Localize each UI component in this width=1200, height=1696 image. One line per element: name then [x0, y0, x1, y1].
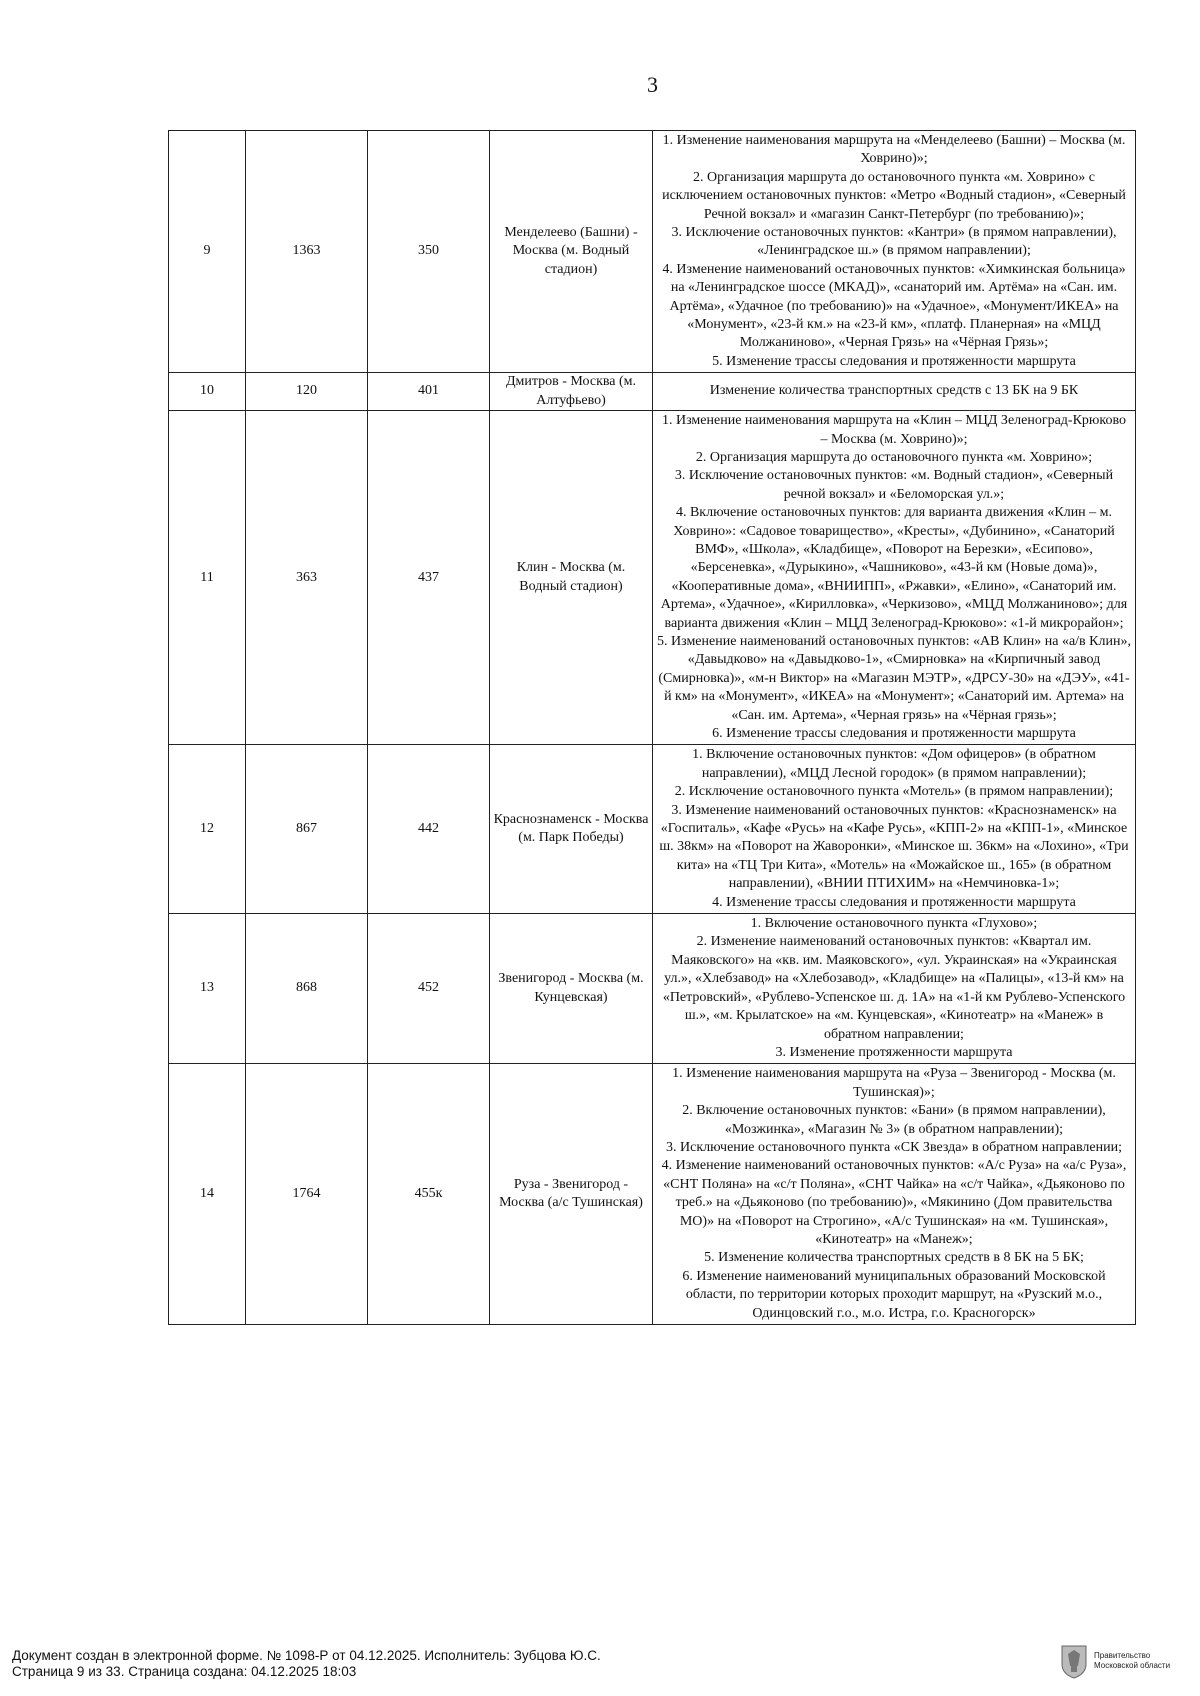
- change-item: 6. Изменение наименований муниципальных образований Московской области, по территории которых проходит маршрут, на «Рузский м.о., Одинцовский г.о., м.о. Истра, г.о. Красногорск»: [682, 1268, 1106, 1321]
- change-item: 3. Изменение наименований остановочных пунктов: «Краснознаменск» на «Госпиталь», «Кафе «Русь» на «Кафе Русь», «КПП-2» на «КПП-1», «Минское ш. 38км» на «Поворот на Жаворонки», «Минское ш. 36км» на «Лохино», «Три кита» на «ТЦ Три Кита», «Мотель» на «Можайское ш., 165» (в обратном направлении), «ВНИИ ПТИХИМ» на «Немчиновка-1»;: [659, 802, 1129, 892]
- routes-table: [168, 130, 1136, 1325]
- routes-table-body: [169, 131, 1136, 1325]
- route-name-cell: Менделеево (Башни) - Москва (м. Водный стадион): [490, 131, 653, 373]
- change-item: 1. Изменение наименования маршрута на «Руза – Звенигород - Москва (м. Тушинская)»;: [672, 1066, 1116, 1100]
- registration-number-cell: 867: [246, 745, 368, 914]
- registration-number-cell: 1363: [246, 131, 368, 373]
- change-item: 2. Организация маршрута до остановочного пункта «м. Ховрино» с исключением остановочных пунктов: «Метро «Водный стадион», «Северный Речной вокзал» и «магазин Санкт-Петербург (по требованию)»;: [662, 169, 1126, 222]
- change-item: 3. Исключение остановочных пунктов: «м. Водный стадион», «Северный речной вокзал» и «Беломорская ул.»;: [674, 468, 1114, 502]
- changes-cell: [653, 914, 1136, 1064]
- table-row: [169, 373, 1136, 411]
- changes-cell: [653, 131, 1136, 373]
- registration-number-cell: 363: [246, 411, 368, 745]
- table-row: [169, 745, 1136, 914]
- change-item: 3. Исключение остановочных пунктов: «Кантри» (в прямом направлении), «Ленинградское ш.» (в прямом направлении);: [671, 225, 1117, 259]
- org-name-line2: Московской области: [1094, 1661, 1171, 1670]
- registration-number-cell: 120: [246, 373, 368, 411]
- change-item: 1. Включение остановочных пунктов: «Дом офицеров» (в обратном направлении), «МЦД Лесной городок» (в прямом направлении);: [692, 747, 1096, 781]
- route-name-cell: Дмитров - Москва (м. Алтуфьево): [490, 373, 653, 411]
- footer-document-info: Документ создан в электронной форме. № 1098-Р от 04.12.2025. Исполнитель: Зубцова Ю.С.: [12, 1648, 601, 1663]
- changes-cell: [653, 373, 1136, 411]
- row-number-cell: 11: [169, 411, 246, 745]
- change-item: 4. Изменение наименований остановочных пунктов: «А/с Руза» на «а/с Руза», «СНТ Поляна» на «с/т Поляна», «СНТ Чайка» на «с/т Чайка», «Дьяконово по треб.» на «Дьяконово (по требованию)», «Мякинино (Дом правительства МО)» на «Поворот на Строгино», «А/с Тушинская» на «м. Тушинская», «Кинотеатр» на «Манеж»;: [661, 1158, 1127, 1247]
- table-row: [169, 914, 1136, 1064]
- route-number-cell: 455к: [368, 1064, 490, 1325]
- change-item: 4. Изменение наименований остановочных пунктов: «Химкинская больница» на «Ленинградское шоссе (МКАД)», «санаторий им. Артёма» на «Сан. им. Артёма», «Удачное (по требованию)» на «Удачное», «Монумент/ИКЕА» на «Монумент», «23-й км.» на «23-й км», «платф. Планерная» на «МЦД Молжаниново», «Черная Грязь» на «Чёрная Грязь»;: [662, 261, 1126, 351]
- footer-page-info: Страница 9 из 33. Страница создана: 04.12.2025 18:03: [12, 1664, 357, 1679]
- change-item: 2. Организация маршрута до остановочного пункта «м. Ховрино»;: [695, 449, 1093, 465]
- change-item: 2. Включение остановочных пунктов: «Бани» (в прямом направлении), «Мозжинка», «Магазин № 3» (в обратном направлении);: [682, 1103, 1106, 1137]
- change-item: 4. Включение остановочных пунктов: для варианта движения «Клин – м. Ховрино»: «Садовое товарищество», «Кресты», «Дубинино», «Санаторий ВМФ», «Школа», «Кладбище», «Поворот на Березки», «Есипово», «Берсеневка», «Дурыкино», «Чашниково», «43-й км (Новые дома)», «Кооперативные дома», «ВНИИПП», «Ржавки», «Елино», «Санаторий им. Артема», «Удачное», «Кирилловка», «Черкизово», «МЦД Молжаниново»; для варианта движения «Клин – МЦД Зеленоград-Крюково»: «1-й микрорайон»;: [660, 505, 1128, 631]
- route-name-cell: Клин - Москва (м. Водный стадион): [490, 411, 653, 745]
- table-row: [169, 131, 1136, 373]
- route-name-cell: Звенигород - Москва (м. Кунцевская): [490, 914, 653, 1064]
- page-number: 3: [647, 72, 658, 97]
- org-name: [1094, 1651, 1170, 1671]
- route-name-cell: Краснознаменск - Москва (м. Парк Победы): [490, 745, 653, 914]
- change-item: Изменение количества транспортных средств с 13 БК на 9 БК: [709, 383, 1079, 399]
- document-footer: [12, 1648, 601, 1680]
- route-number-cell: 350: [368, 131, 490, 373]
- change-item: 5. Изменение количества транспортных средств в 8 БК на 5 БК;: [704, 1250, 1084, 1266]
- change-item: 3. Изменение протяженности маршрута: [775, 1044, 1013, 1060]
- changes-cell: [653, 1064, 1136, 1325]
- change-item: 1. Изменение наименования маршрута на «Менделеево (Башни) – Москва (м. Ховрино)»;: [662, 133, 1126, 167]
- row-number-cell: 14: [169, 1064, 246, 1325]
- route-number-cell: 442: [368, 745, 490, 914]
- row-number-cell: 9: [169, 131, 246, 373]
- change-item: 6. Изменение трассы следования и протяженности маршрута: [712, 726, 1076, 741]
- change-item: 3. Исключение остановочного пункта «СК Звезда» в обратном направлении;: [666, 1139, 1122, 1155]
- coat-of-arms-icon: [1060, 1644, 1088, 1680]
- change-item: 2. Исключение остановочного пункта «Мотель» (в прямом направлении);: [674, 784, 1114, 800]
- table-row: [169, 411, 1136, 745]
- row-number-cell: 10: [169, 373, 246, 411]
- registration-number-cell: 1764: [246, 1064, 368, 1325]
- change-item: 5. Изменение наименований остановочных пунктов: «АВ Клин» на «а/в Клин», «Давыдково» на «Давыдково-1», «Смирновка» на «Кирпичный завод (Смирновка)», «м-н Виктор» на «Магазин МЭТР», «ДРСУ-30» на «ДЭУ», «41-й км» на «Монумент», «ИКЕА» на «Монумент»; «Санаторий им. Артема» на «Сан. им. Артема», «Черная грязь» на «Чёрная грязь»;: [657, 633, 1131, 723]
- route-number-cell: 452: [368, 914, 490, 1064]
- route-name-cell: Руза - Звенигород - Москва (а/с Тушинская): [490, 1064, 653, 1325]
- row-number-cell: 12: [169, 745, 246, 914]
- route-number-cell: 401: [368, 373, 490, 411]
- org-name-line1: Правительство: [1094, 1651, 1151, 1660]
- change-item: 2. Изменение наименований остановочных пунктов: «Квартал им. Маяковского» на «кв. им. Маяковского», «ул. Украинская» на «Украинская ул.», «Хлебзавод» на «Хлебозавод», «Кладбище» на «Палицы», «13-й км» на «Петровский», «Рублево-Успенское ш. д. 1А» на «1-й км Рублево-Успенского ш.», «м. Крылатское» на «м. Кунцевская», «Кинотеатр» на «Манеж» в обратном направлении;: [662, 934, 1126, 1042]
- registration-number-cell: 868: [246, 914, 368, 1064]
- change-item: 1. Включение остановочного пункта «Глухово»;: [750, 916, 1038, 932]
- change-item: 1. Изменение наименования маршрута на «Клин – МЦД Зеленоград-Крюково – Москва (м. Ховрино)»;: [661, 413, 1126, 447]
- route-number-cell: 437: [368, 411, 490, 745]
- changes-cell: [653, 411, 1136, 745]
- change-item: 5. Изменение трассы следования и протяженности маршрута: [712, 353, 1076, 369]
- table-row: [169, 1064, 1136, 1325]
- changes-cell: [653, 745, 1136, 914]
- row-number-cell: 13: [169, 914, 246, 1064]
- change-item: 4. Изменение трассы следования и протяженности маршрута: [712, 894, 1076, 910]
